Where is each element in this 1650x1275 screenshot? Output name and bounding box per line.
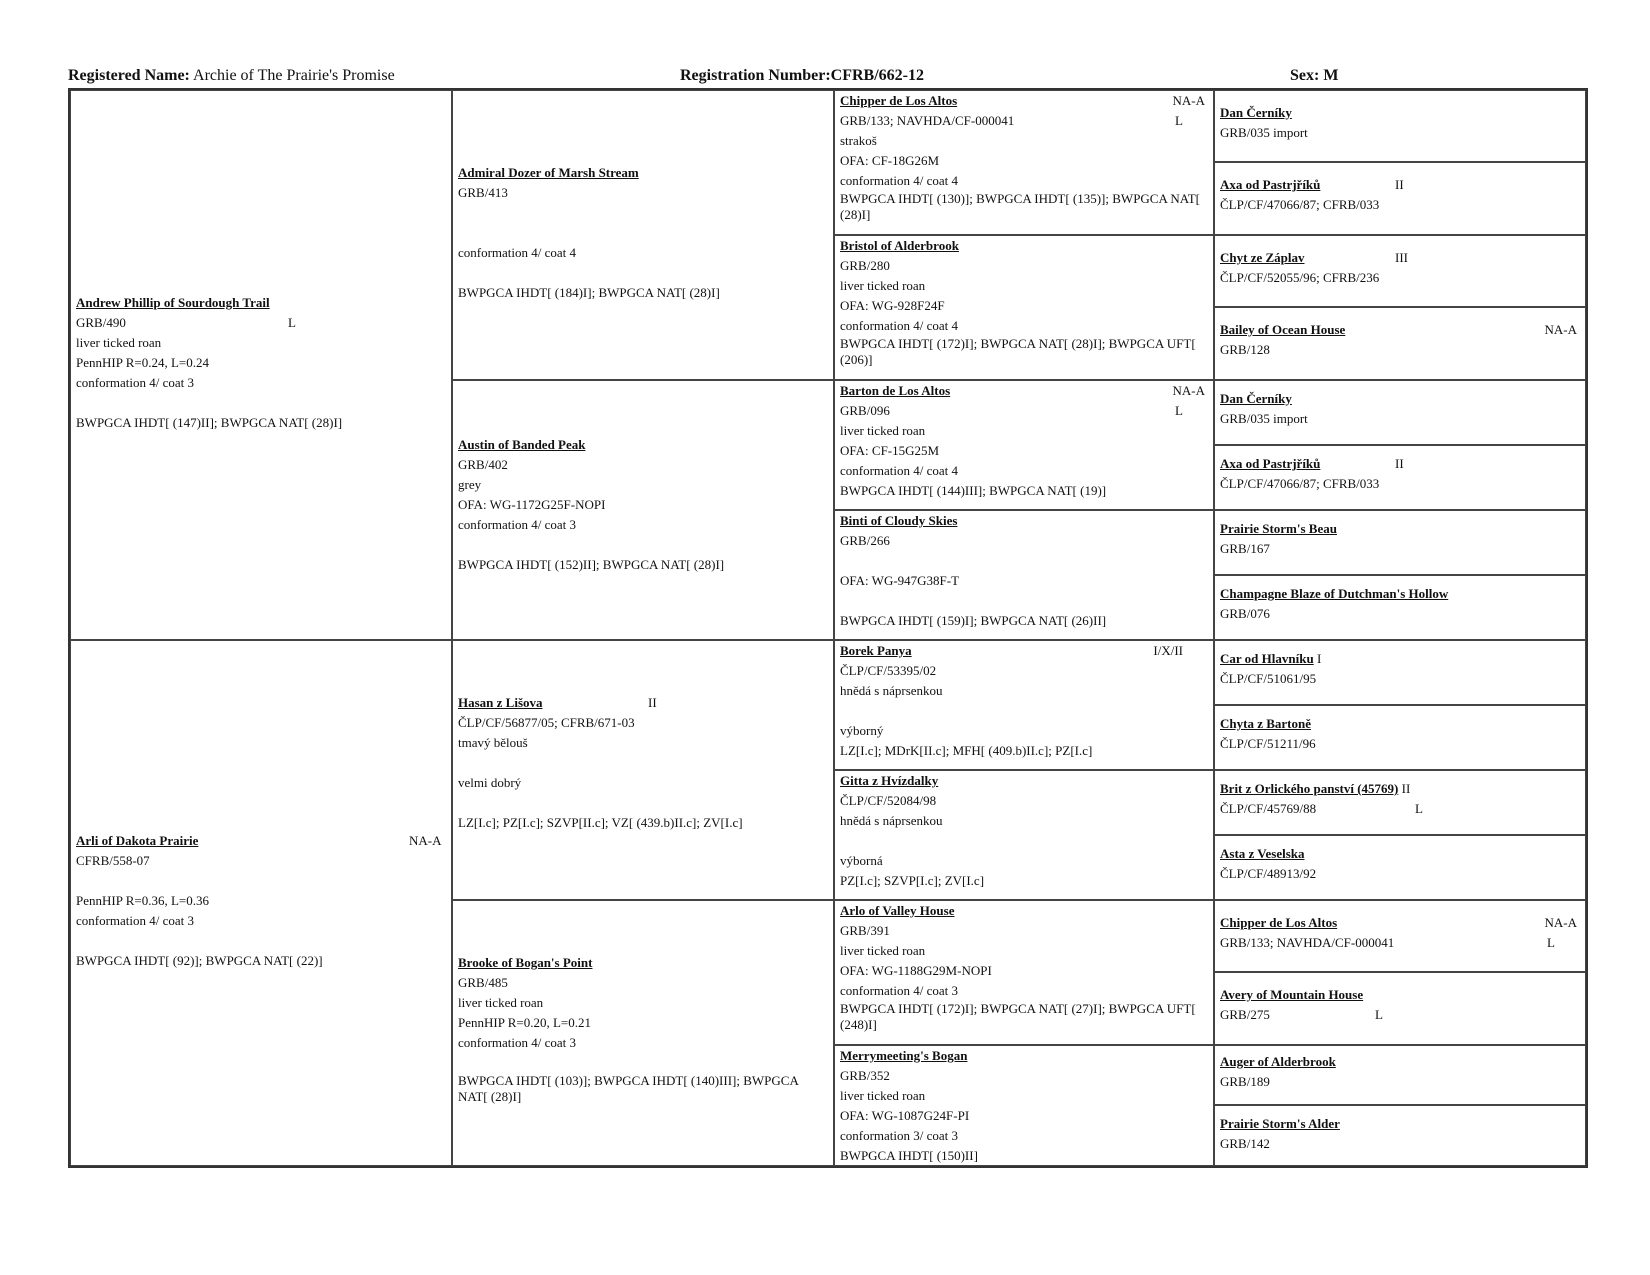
gen3-1-conformation: conformation 4/ coat 4 xyxy=(840,173,959,188)
gen4-5-name[interactable]: Dan Černíky xyxy=(1220,391,1292,406)
gen4-13-name[interactable]: Chipper de Los Altos xyxy=(1220,915,1338,930)
gen4-14-name[interactable]: Avery of Mountain House xyxy=(1220,987,1364,1002)
gen3-2-health: OFA: WG-928F24F xyxy=(840,298,945,313)
dam-dam-conformation: conformation 4/ coat 3 xyxy=(458,1035,577,1050)
gen4-12-name[interactable]: Asta z Veselska xyxy=(1220,846,1305,861)
gen4-cell-10 xyxy=(1214,705,1586,770)
gen4-4-name[interactable]: Bailey of Ocean House xyxy=(1220,322,1346,337)
sire-dam-health: OFA: WG-1172G25F-NOPI xyxy=(458,497,606,512)
sire-cell xyxy=(70,90,452,640)
gen3-1-reg: GRB/133; NAVHDA/CF-000041 xyxy=(840,113,1015,128)
gen4-15-reg: GRB/189 xyxy=(1220,1074,1270,1089)
gen3-5-reg: ČLP/CF/53395/02 xyxy=(840,663,937,678)
gen4-cell-6 xyxy=(1214,445,1586,510)
gen3-cell-6 xyxy=(834,770,1214,900)
sire-name[interactable]: Andrew Phillip of Sourdough Trail xyxy=(76,295,270,310)
dam-cell xyxy=(70,640,452,1166)
gen4-16-reg: GRB/142 xyxy=(1220,1136,1270,1151)
gen4-1-name[interactable]: Dan Černíky xyxy=(1220,105,1292,120)
sire-sire-reg: GRB/413 xyxy=(458,185,508,200)
gen3-6-color: hnědá s náprsenkou xyxy=(840,813,943,828)
dam-dam-tests: BWPGCA IHDT[ (103)]; BWPGCA IHDT[ (140)III]; BWPGCA NAT[ (28)I] xyxy=(458,1073,799,1104)
gen3-1-mark2: L xyxy=(1175,113,1183,128)
gen3-6-conformation: výborná xyxy=(840,853,883,868)
gen3-4-name[interactable]: Binti of Cloudy Skies xyxy=(840,513,958,528)
gen3-cell-2 xyxy=(834,235,1214,380)
sire-color: liver ticked roan xyxy=(76,335,162,350)
sire-dam-reg: GRB/402 xyxy=(458,457,508,472)
gen4-4-reg: GRB/128 xyxy=(1220,342,1270,357)
dam-sire-name[interactable]: Hasan z Lišova xyxy=(458,695,543,710)
gen4-12-reg: ČLP/CF/48913/92 xyxy=(1220,866,1317,881)
gen4-6-reg: ČLP/CF/47066/87; CFRB/033 xyxy=(1220,476,1380,491)
gen3-4-tests: BWPGCA IHDT[ (159)I]; BWPGCA NAT[ (26)II] xyxy=(840,613,1107,628)
dam-tests: BWPGCA IHDT[ (92)]; BWPGCA NAT[ (22)] xyxy=(76,953,323,968)
gen3-1-mark1: NA-A xyxy=(1172,93,1205,108)
sire-sire-tests: BWPGCA IHDT[ (184)I]; BWPGCA NAT[ (28)I] xyxy=(458,285,720,300)
dam-mark: NA-A xyxy=(409,833,442,848)
sex-label: Sex: xyxy=(1290,67,1320,84)
registration-number-value: CFRB/662-12 xyxy=(830,67,924,84)
gen3-4-reg: GRB/266 xyxy=(840,533,890,548)
gen3-7-tests: BWPGCA IHDT[ (172)I]; BWPGCA NAT[ (27)I]; BWPGCA UFT[ (248)I] xyxy=(840,1001,1196,1032)
gen4-1-reg: GRB/035 import xyxy=(1220,125,1308,140)
gen3-3-tests: BWPGCA IHDT[ (144)III]; BWPGCA NAT[ (19)] xyxy=(840,483,1107,498)
gen4-8-reg: GRB/076 xyxy=(1220,606,1270,621)
gen3-7-color: liver ticked roan xyxy=(840,943,926,958)
gen4-cell-13 xyxy=(1214,900,1586,972)
gen3-cell-3 xyxy=(834,380,1214,510)
gen3-8-health: OFA: WG-1087G24F-PI xyxy=(840,1108,970,1123)
dam-reg: CFRB/558-07 xyxy=(76,853,150,868)
pedigree-grid xyxy=(68,88,1588,1168)
gen3-7-name[interactable]: Arlo of Valley House xyxy=(840,903,955,918)
dam-sire-cell xyxy=(452,640,834,900)
gen3-cell-8 xyxy=(834,1045,1214,1166)
dam-dam-cell xyxy=(452,900,834,1166)
gen3-cell-5 xyxy=(834,640,1214,770)
gen4-9-reg: ČLP/CF/51061/95 xyxy=(1220,671,1317,686)
gen4-3-name[interactable]: Chyt ze Záplav xyxy=(1220,250,1305,265)
gen4-cell-3 xyxy=(1214,235,1586,307)
gen3-1-tests: BWPGCA IHDT[ (130)]; BWPGCA IHDT[ (135)]; BWPGCA NAT[ (28)I] xyxy=(840,191,1201,222)
dam-sire-conformation: velmi dobrý xyxy=(458,775,522,790)
gen4-6-name[interactable]: Axa od Pastrjříků xyxy=(1220,456,1321,471)
sire-sire-name[interactable]: Admiral Dozer of Marsh Stream xyxy=(458,165,639,180)
gen3-2-reg: GRB/280 xyxy=(840,258,890,273)
gen4-15-name[interactable]: Auger of Alderbrook xyxy=(1220,1054,1336,1069)
sire-tests: BWPGCA IHDT[ (147)II]; BWPGCA NAT[ (28)I] xyxy=(76,415,343,430)
gen3-8-conformation: conformation 3/ coat 3 xyxy=(840,1128,959,1143)
gen4-9-mark: I xyxy=(1316,651,1322,666)
gen4-cell-15 xyxy=(1214,1045,1586,1105)
gen4-cell-8 xyxy=(1214,575,1586,640)
gen3-8-reg: GRB/352 xyxy=(840,1068,890,1083)
gen3-4-health: OFA: WG-947G38F-T xyxy=(840,573,960,588)
gen4-7-name[interactable]: Prairie Storm's Beau xyxy=(1220,521,1337,536)
gen4-cell-11 xyxy=(1214,770,1586,835)
dam-sire-color: tmavý bělouš xyxy=(458,735,528,750)
gen4-14-mark2: L xyxy=(1375,1007,1383,1022)
gen3-5-name[interactable]: Borek Panya xyxy=(840,643,912,658)
gen4-cell-14 xyxy=(1214,972,1586,1045)
sire-sire-conformation: conformation 4/ coat 4 xyxy=(458,245,577,260)
gen4-cell-9 xyxy=(1214,640,1586,705)
dam-dam-reg: GRB/485 xyxy=(458,975,508,990)
gen4-3-reg: ČLP/CF/52055/96; CFRB/236 xyxy=(1220,270,1380,285)
gen4-16-name[interactable]: Prairie Storm's Alder xyxy=(1220,1116,1340,1131)
gen4-2-reg: ČLP/CF/47066/87; CFRB/033 xyxy=(1220,197,1380,212)
gen4-7-reg: GRB/167 xyxy=(1220,541,1270,556)
gen3-3-mark1: NA-A xyxy=(1172,383,1205,398)
gen3-2-name[interactable]: Bristol of Alderbrook xyxy=(840,238,959,253)
gen3-7-reg: GRB/391 xyxy=(840,923,890,938)
gen4-11-name[interactable]: Brit z Orlického panství (45769) xyxy=(1220,781,1399,796)
gen3-3-reg: GRB/096 xyxy=(840,403,890,418)
gen4-cell-7 xyxy=(1214,510,1586,575)
gen4-cell-16 xyxy=(1214,1105,1586,1166)
gen3-2-color: liver ticked roan xyxy=(840,278,926,293)
gen3-7-conformation: conformation 4/ coat 3 xyxy=(840,983,959,998)
dam-sire-tests: LZ[I.c]; PZ[I.c]; SZVP[II.c]; VZ[ (439.b)II.c]; ZV[I.c] xyxy=(458,815,743,830)
gen3-2-tests: BWPGCA IHDT[ (172)I]; BWPGCA NAT[ (28)I]; BWPGCA UFT[ (206)] xyxy=(840,336,1196,367)
gen4-5-reg: GRB/035 import xyxy=(1220,411,1308,426)
gen4-11-mark2: L xyxy=(1415,801,1423,816)
gen3-3-health: OFA: CF-15G25M xyxy=(840,443,940,458)
gen3-5-mark1: I/X/II xyxy=(1153,643,1183,658)
gen4-13-mark: NA-A xyxy=(1544,915,1577,930)
gen3-3-mark2: L xyxy=(1175,403,1183,418)
gen4-13-reg: GRB/133; NAVHDA/CF-000041 xyxy=(1220,935,1395,950)
gen3-3-color: liver ticked roan xyxy=(840,423,926,438)
dam-sire-mark: II xyxy=(648,695,657,710)
gen3-1-color: strakoš xyxy=(840,133,877,148)
gen3-8-name[interactable]: Merrymeeting's Bogan xyxy=(840,1048,968,1063)
gen3-8-color: liver ticked roan xyxy=(840,1088,926,1103)
dam-sire-reg: ČLP/CF/56877/05; CFRB/671-03 xyxy=(458,715,635,730)
gen4-6-mark: II xyxy=(1395,456,1404,471)
gen4-cell-1 xyxy=(1214,90,1586,162)
gen3-2-conformation: conformation 4/ coat 4 xyxy=(840,318,959,333)
sex-value: M xyxy=(1323,67,1339,84)
sire-conformation: conformation 4/ coat 3 xyxy=(76,375,195,390)
gen3-1-health: OFA: CF-18G26M xyxy=(840,153,940,168)
gen3-cell-4 xyxy=(834,510,1214,640)
gen3-cell-1 xyxy=(834,90,1214,235)
sire-sire-cell xyxy=(452,90,834,380)
gen3-8-tests: BWPGCA IHDT[ (150)II] xyxy=(840,1148,978,1163)
dam-dam-name[interactable]: Brooke of Bogan's Point xyxy=(458,955,593,970)
gen3-6-name[interactable]: Gitta z Hvízdalky xyxy=(840,773,939,788)
gen4-14-reg: GRB/275 xyxy=(1220,1007,1270,1022)
gen3-5-color: hnědá s náprsenkou xyxy=(840,683,943,698)
registered-name xyxy=(68,67,395,85)
gen4-10-reg: ČLP/CF/51211/96 xyxy=(1220,736,1316,751)
sire-dam-cell xyxy=(452,380,834,640)
sire-dam-tests: BWPGCA IHDT[ (152)II]; BWPGCA NAT[ (28)I] xyxy=(458,557,725,572)
gen3-cell-7 xyxy=(834,900,1214,1045)
dam-conformation: conformation 4/ coat 3 xyxy=(76,913,195,928)
sire-dam-color: grey xyxy=(458,477,482,492)
gen4-11-reg: ČLP/CF/45769/88 xyxy=(1220,801,1317,816)
gen3-6-reg: ČLP/CF/52084/98 xyxy=(840,793,937,808)
sire-reg: GRB/490 xyxy=(76,315,126,330)
gen3-6-tests: PZ[I.c]; SZVP[I.c]; ZV[I.c] xyxy=(840,873,985,888)
registration-number-label: Registration Number: xyxy=(680,67,831,84)
gen4-13-mark2: L xyxy=(1547,935,1555,950)
dam-name[interactable]: Arli of Dakota Prairie xyxy=(76,833,199,848)
gen4-4-mark: NA-A xyxy=(1544,322,1577,337)
gen4-cell-4 xyxy=(1214,307,1586,380)
registration-number xyxy=(680,67,924,85)
gen3-5-tests: LZ[I.c]; MDrK[II.c]; MFH[ (409.b)II.c]; PZ[I.c] xyxy=(840,743,1093,758)
gen3-3-conformation: conformation 4/ coat 4 xyxy=(840,463,959,478)
sire-dam-name[interactable]: Austin of Banded Peak xyxy=(458,437,586,452)
gen3-7-health: OFA: WG-1188G29M-NOPI xyxy=(840,963,992,978)
registered-name-label: Registered Name: xyxy=(68,67,190,84)
gen4-cell-5 xyxy=(1214,380,1586,445)
gen4-cell-2 xyxy=(1214,162,1586,235)
gen4-9-name[interactable]: Car od Hlavníku xyxy=(1220,651,1314,666)
gen4-11-mark: II xyxy=(1401,781,1411,796)
gen3-5-conformation: výborný xyxy=(840,723,884,738)
dam-health: PennHIP R=0.36, L=0.36 xyxy=(76,893,209,908)
gen4-10-name[interactable]: Chyta z Bartoně xyxy=(1220,716,1311,731)
gen4-3-mark: III xyxy=(1395,250,1408,265)
gen4-2-name[interactable]: Axa od Pastrjříků xyxy=(1220,177,1321,192)
registered-name-value: Archie of The Prairie's Promise xyxy=(193,67,395,84)
dam-dam-health: PennHIP R=0.20, L=0.21 xyxy=(458,1015,591,1030)
gen4-8-name[interactable]: Champagne Blaze of Dutchman's Hollow xyxy=(1220,586,1449,601)
sire-health: PennHIP R=0.24, L=0.24 xyxy=(76,355,209,370)
gen3-3-name[interactable]: Barton de Los Altos xyxy=(840,383,951,398)
sire-mark: L xyxy=(288,315,296,330)
dam-dam-color: liver ticked roan xyxy=(458,995,544,1010)
gen4-cell-12 xyxy=(1214,835,1586,900)
gen4-2-mark: II xyxy=(1395,177,1404,192)
sire-dam-conformation: conformation 4/ coat 3 xyxy=(458,517,577,532)
gen3-1-name[interactable]: Chipper de Los Altos xyxy=(840,93,958,108)
sex xyxy=(1290,67,1338,85)
